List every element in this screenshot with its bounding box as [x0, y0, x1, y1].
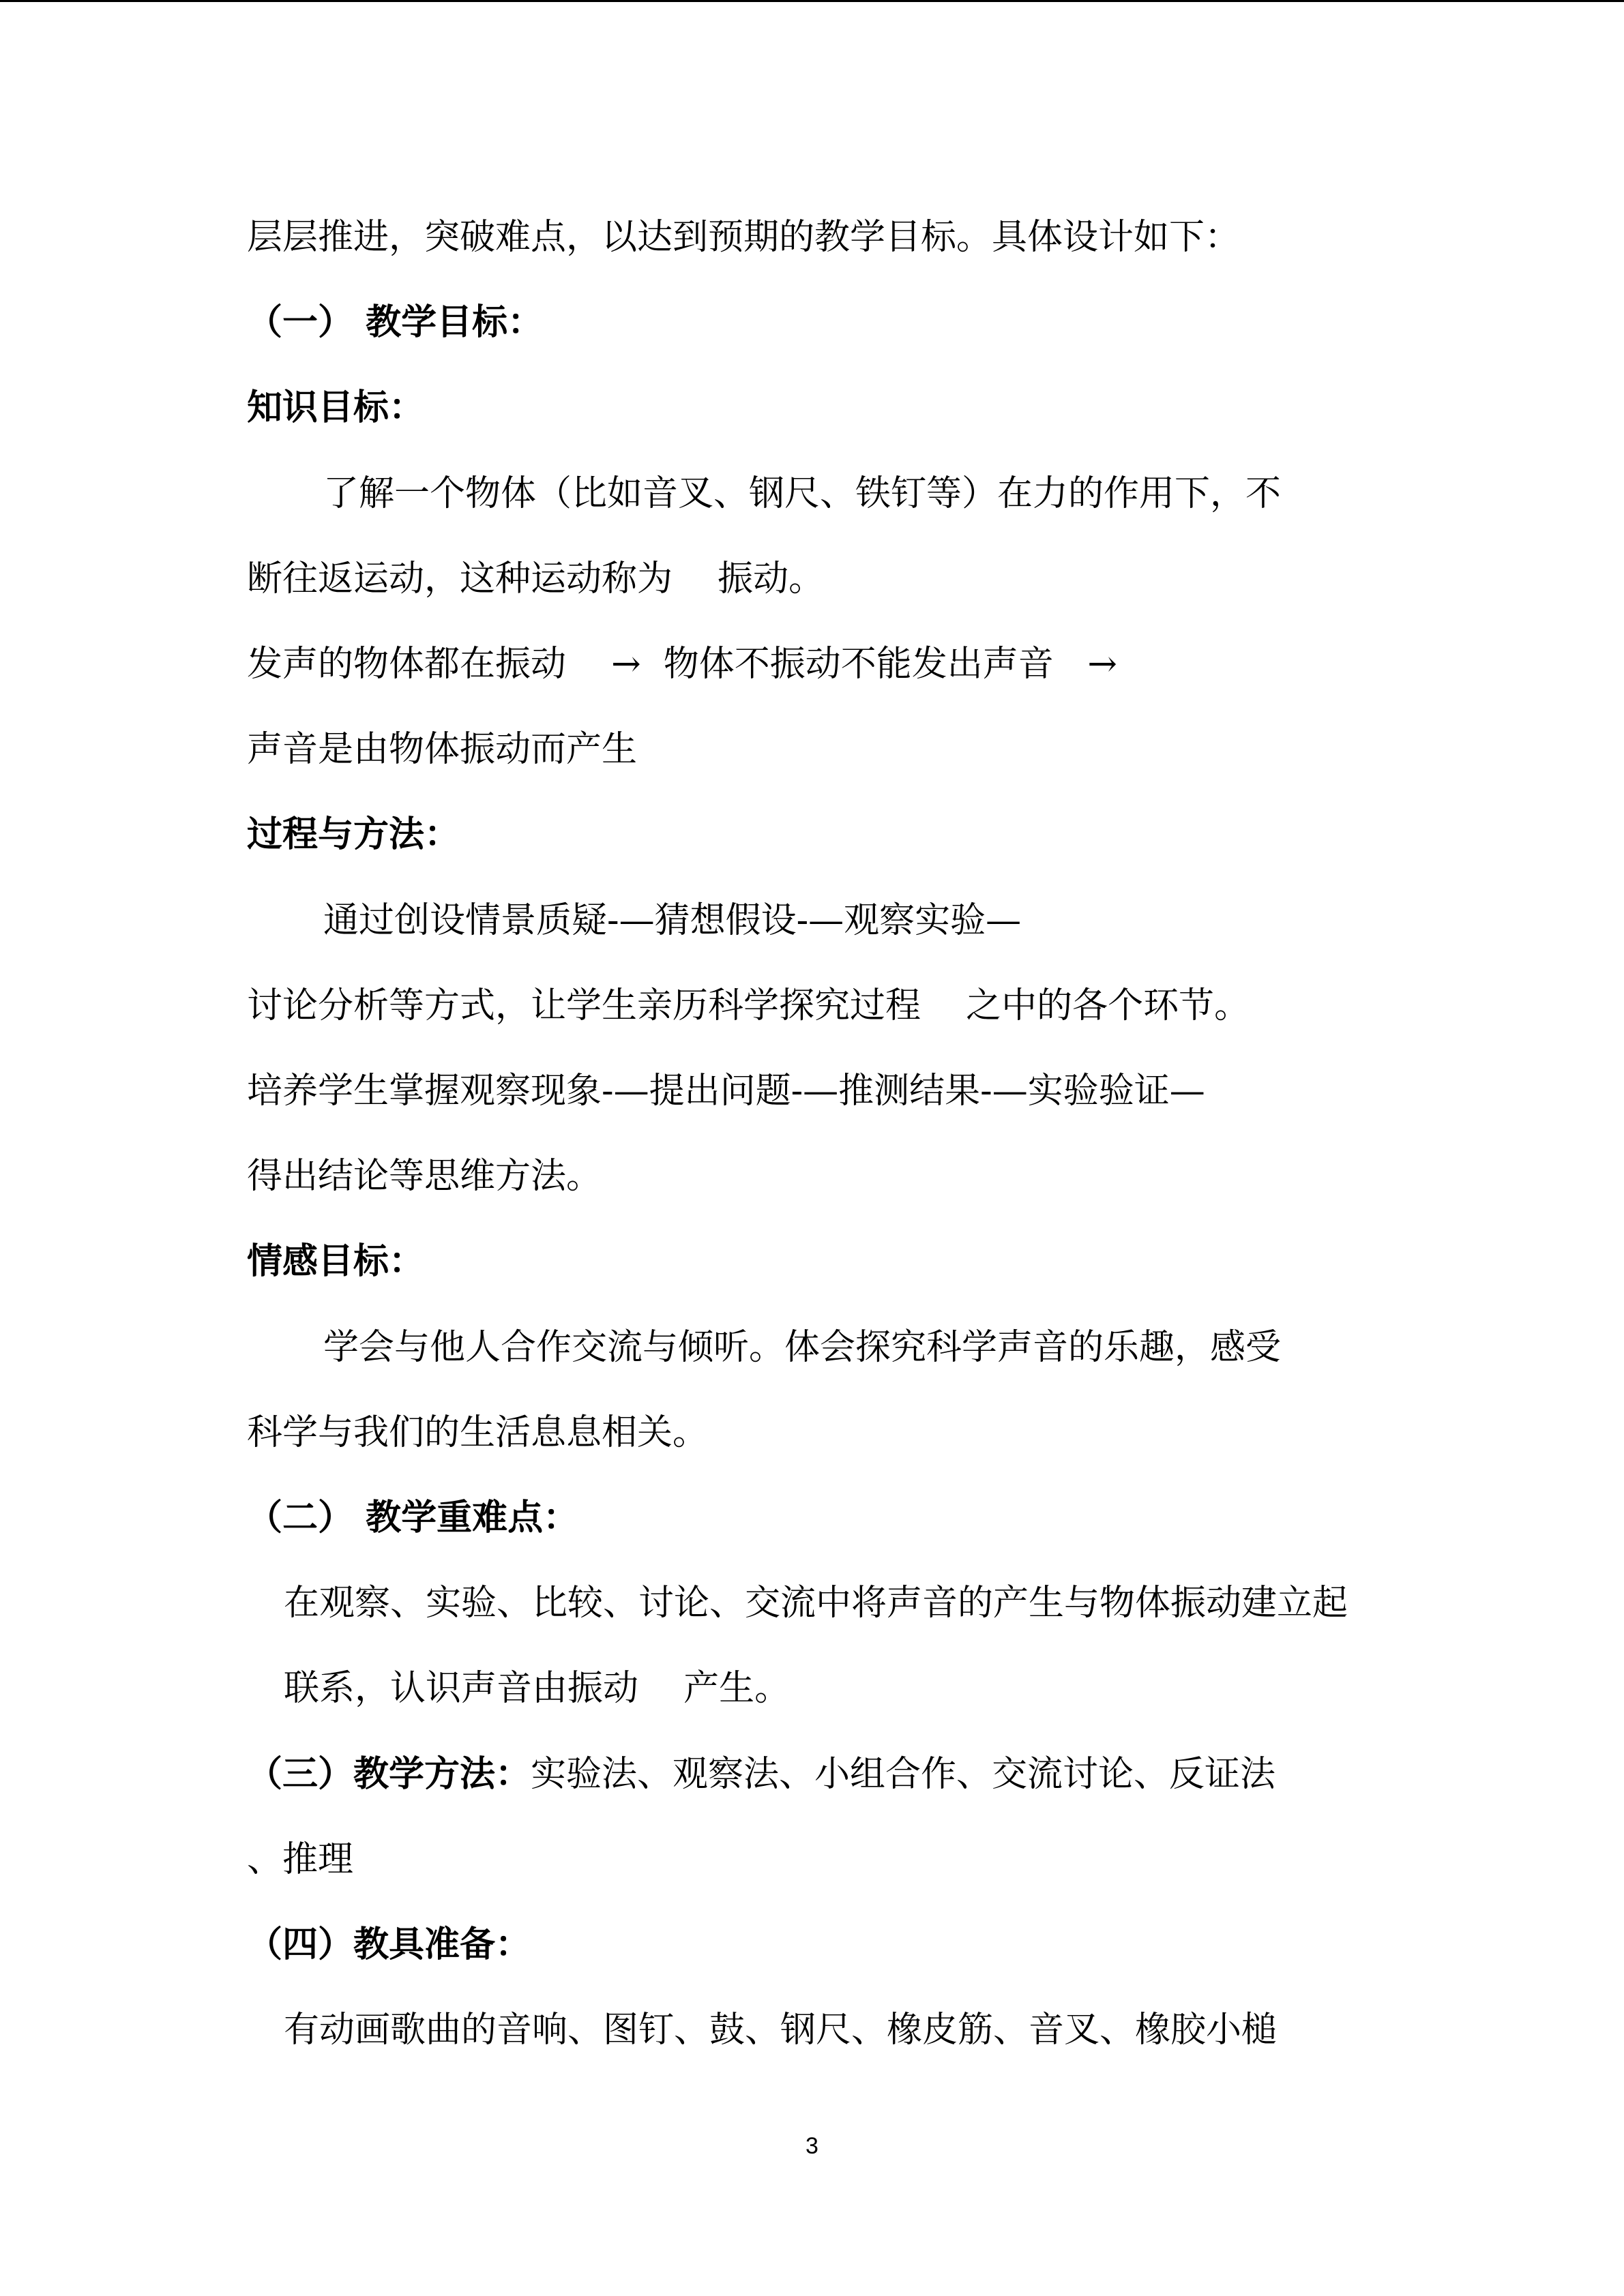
paragraph-line: 有动画歌曲的音响、图钉、鼓、钢尺、橡皮筋、音叉、橡胶小槌: [284, 2010, 1278, 2051]
section-heading-objectives: （一） 教学目标：: [247, 301, 544, 343]
subheading-knowledge: 知识目标：: [247, 387, 425, 428]
paragraph-line: 声音是由物体振动而产生: [247, 729, 638, 770]
subheading-emotion: 情感目标：: [247, 1240, 425, 1282]
paragraph-line: 层层推进，突破难点，以达到预期的教学目标。具体设计如下：: [247, 217, 1241, 258]
paragraph-line: 科学与我们的生活息息相关。: [247, 1412, 709, 1453]
paragraph-line: 联系，认识声音由振动 产生。: [284, 1668, 791, 1709]
paragraph-line: 了解一个物体（比如音叉、钢尺、铁钉等）在力的作用下，不: [323, 473, 1282, 514]
paragraph-line: 得出结论等思维方法。: [247, 1156, 602, 1197]
teaching-methods-text: 实验法、观察法、小组合作、交流讨论、反证法: [531, 1754, 1276, 1795]
paragraph-line: 发声的物体都在振动 → 物体不振动不能发出声音 →: [247, 644, 1117, 685]
section-heading-teaching-aids: （四）教具准备：: [247, 1924, 531, 1965]
paragraph-line: 通过创设情景质疑-—猜想假设-—观察实验—: [323, 900, 1022, 941]
paragraph-line: 培养学生掌握观察现象-—提出问题-—推测结果-—实验验证—: [247, 1071, 1205, 1112]
paragraph-line: 学会与他人合作交流与倾听。体会探究科学声音的乐趣，感受: [323, 1327, 1282, 1368]
subheading-process-method: 过程与方法：: [247, 814, 460, 855]
section-line-teaching-methods: [247, 1754, 1275, 1795]
paragraph-line: 断往返运动，这种运动称为 振动。: [247, 558, 825, 599]
paragraph-line: 讨论分析等方式，让学生亲历科学探究过程 之中的各个环节。: [247, 985, 1250, 1026]
paragraph-line: 、推理: [247, 1839, 354, 1880]
section-heading-teaching-methods: （三）教学方法：: [247, 1753, 531, 1795]
paragraph-line: 在观察、实验、比较、讨论、交流中将声音的产生与物体振动建立起: [284, 1583, 1348, 1624]
page-number: 3: [806, 2133, 818, 2159]
section-heading-key-points: （二） 教学重难点：: [247, 1497, 579, 1538]
top-border-line: [0, 0, 1624, 2]
